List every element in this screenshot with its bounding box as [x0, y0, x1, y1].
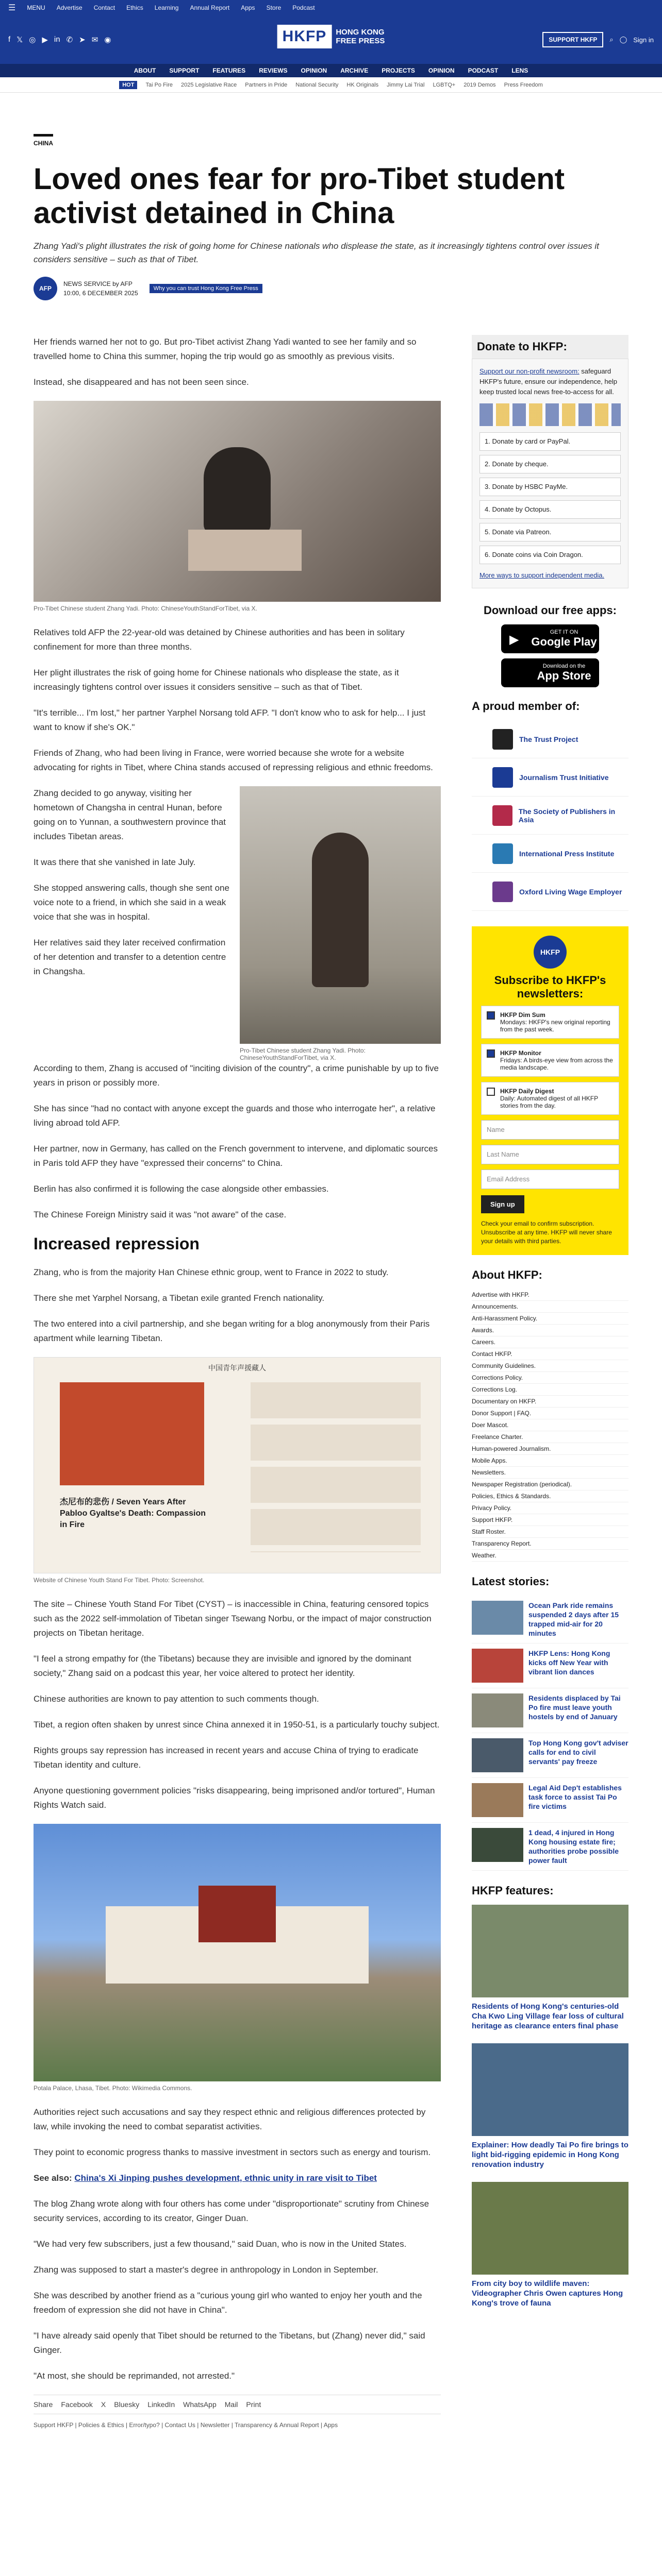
nav-archive[interactable]: ARCHIVE — [340, 67, 369, 74]
see-also-label: See also: — [34, 2173, 72, 2183]
paragraph: Zhang, who is from the majority Han Chinese ethnic group, went to France in 2022 to study. — [34, 1267, 389, 1277]
nav-opinion-2[interactable]: OPINION — [428, 67, 455, 74]
byline — [34, 277, 628, 300]
topbar-link-apps[interactable]: Apps — [241, 4, 255, 11]
image-caption: Potala Palace, Lhasa, Tibet. Photo: Wikimedia Commons. — [34, 2084, 192, 2092]
footer-tags[interactable]: Support HKFP | Policies & Ethics | Error/typo? | Contact Us | Newsletter | Transparency & Annual Report | Apps — [34, 2421, 338, 2429]
topic-link[interactable]: Press Freedom — [504, 81, 543, 88]
portrait-figure — [240, 786, 441, 1061]
share-bluesky[interactable]: Bluesky — [114, 2400, 140, 2409]
checkbox-checked[interactable] — [487, 1049, 495, 1058]
story-title: Residents displaced by Tai Po fire must leave youth hostels by end of January — [528, 1694, 621, 1721]
latest-story[interactable] — [472, 1733, 628, 1778]
logo-line-1: HONG KONG — [336, 28, 385, 37]
article-title: Loved ones fear for pro-Tibet student activist detained in China — [34, 162, 565, 230]
logo-mark: HKFP — [277, 25, 332, 48]
checkbox-checked[interactable] — [487, 1011, 495, 1020]
topic-link[interactable]: 2025 Legislative Race — [181, 81, 237, 88]
about-link[interactable]: Announcements. — [472, 1301, 628, 1313]
nav-about[interactable]: ABOUT — [134, 67, 156, 74]
newsletter-logo: HKFP — [534, 936, 567, 969]
first-name-field[interactable]: Name — [481, 1120, 619, 1140]
last-name-field[interactable]: Last Name — [481, 1145, 619, 1164]
paragraph: Anyone questioning government policies "risks disappearing, being imprisoned and/or tortured", Human Rights Watch said. — [34, 1786, 435, 1810]
header-actions — [542, 32, 654, 47]
paragraph: "At most, she should be reprimanded, not arrested." — [34, 2371, 235, 2381]
latest-story[interactable] — [472, 1823, 628, 1871]
about-link[interactable]: Newspaper Registration (periodical). — [472, 1479, 628, 1490]
paragraph: Tibet, a region often shaken by unrest since China annexed it in 1950-51, is a particularly touchy subject. — [34, 1720, 440, 1730]
rss-icon[interactable]: ◉ — [104, 36, 111, 44]
story-title: Ocean Park ride remains suspended 2 days after 15 trapped mid-air for 20 minutes — [528, 1601, 619, 1637]
donate-option[interactable]: 1. Donate by card or PayPal. — [479, 432, 621, 451]
features-title: HKFP features: — [472, 1884, 554, 1897]
screenshot-poster — [60, 1382, 204, 1485]
topic-link[interactable]: HK Originals — [346, 81, 379, 88]
story-thumbnail — [472, 1649, 523, 1683]
potala-palace-image — [34, 1824, 441, 2081]
member-logo-jti[interactable] — [472, 758, 628, 796]
newsletter-option-name: HKFP Dim Sum — [500, 1011, 545, 1019]
screenshot-site-title: 中国青年声援藏人 — [208, 1364, 266, 1372]
hamburger-menu-icon[interactable]: ☰ — [8, 4, 16, 12]
topic-link[interactable]: LGBTQ+ — [433, 81, 456, 88]
story-thumbnail — [472, 1693, 523, 1727]
about-link[interactable]: Privacy Policy. — [472, 1502, 628, 1514]
instagram-icon[interactable]: ◎ — [29, 36, 36, 44]
story-thumbnail — [472, 1828, 523, 1862]
section-heading: Increased repression — [34, 1234, 200, 1253]
about-link[interactable]: Freelance Charter. — [472, 1431, 628, 1443]
newsletter-option-desc: Daily: Automated digest of all HKFP stories from the day. — [500, 1095, 598, 1109]
donate-title: Donate to HKFP: — [477, 340, 567, 353]
hot-badge: HOT — [119, 81, 137, 89]
donate-option[interactable]: 3. Donate by HSBC PayMe. — [479, 478, 621, 496]
newsletter-option-dim-sum[interactable] — [481, 1006, 619, 1039]
donate-option[interactable]: 5. Donate via Patreon. — [479, 523, 621, 541]
portrait-text-column — [34, 786, 229, 1061]
topbar-link-contact[interactable]: Contact — [93, 4, 115, 11]
main-nav — [0, 64, 662, 77]
google-play-small: GET IT ON — [550, 629, 578, 635]
latest-story[interactable] — [472, 1688, 628, 1733]
paragraph: Relatives told AFP the 22-year-old was detained by Chinese authorities and has been in solitary confinement for more than three months. — [34, 628, 405, 652]
topic-link[interactable]: Tai Po Fire — [145, 81, 173, 88]
newsletter-note: Check your email to confirm subscription. Unsubscribe at any time. HKFP will never share your details with third parties. — [481, 1220, 612, 1245]
about-link[interactable]: Staff Roster. — [472, 1526, 628, 1538]
feature-image[interactable] — [472, 2043, 628, 2136]
story-title: 1 dead, 4 injured in Hong Kong housing estate fire; authorities probe possible power fault — [528, 1828, 619, 1865]
youtube-icon[interactable]: ▶ — [42, 36, 48, 44]
feature-image[interactable] — [472, 2182, 628, 2275]
about-link[interactable]: Awards. — [472, 1325, 628, 1336]
portrait-subject — [312, 833, 369, 987]
story-thumbnail — [472, 1783, 523, 1817]
byline-meta — [63, 279, 138, 298]
website-screenshot — [34, 1357, 441, 1573]
nav-reviews[interactable]: REVIEWS — [259, 67, 288, 74]
paragraph: She was described by another friend as a "curious young girl who wanted to enjoy her youth and the freedom of expression she did not have in China". — [34, 2291, 422, 2315]
feature-title[interactable]: From city boy to wildlife maven: Videographer Chris Owen captures Hong Kong's trove of fauna — [472, 2279, 623, 2308]
paragraph: "I feel a strong empathy for (the Tibetans) because they are invisible and ignored by the dominant society," Zhang said on a podcast this year, her voice altered to protect her identity. — [34, 1654, 411, 1678]
paragraph: The Chinese Foreign Ministry said it was "not aware" of the case. — [34, 1210, 287, 1219]
topics-bar — [0, 77, 662, 93]
topic-link[interactable]: Partners in Pride — [245, 81, 288, 88]
email-icon[interactable]: ✉ — [91, 36, 98, 44]
sidebar — [472, 335, 628, 2320]
share-linkedin[interactable]: LinkedIn — [147, 2400, 175, 2409]
about-link[interactable]: Contact HKFP. — [472, 1348, 628, 1360]
topic-link[interactable]: 2019 Demos — [464, 81, 496, 88]
member-logo-sopa[interactable] — [472, 796, 628, 835]
menu-label[interactable]: MENU — [27, 4, 45, 11]
member-section — [472, 700, 628, 911]
trust-project-icon — [492, 729, 513, 750]
newsletter-option-desc: Mondays: HKFP's new original reporting from the past week. — [500, 1019, 610, 1033]
newsletter-option-daily-digest[interactable] — [481, 1082, 619, 1115]
story-title: Top Hong Kong gov't adviser calls for end to civil servants' pay freeze — [528, 1739, 628, 1766]
donate-option[interactable]: 4. Donate by Octopus. — [479, 500, 621, 519]
share-facebook[interactable]: Facebook — [61, 2400, 93, 2409]
x-icon[interactable]: 𝕏 — [16, 36, 23, 44]
site-header — [0, 15, 662, 64]
member-name: The Trust Project — [519, 735, 578, 743]
paragraph: There she met Yarphel Norsang, a Tibetan exile granted French nationality. — [34, 1293, 325, 1303]
paragraph: She stopped answering calls, though she sent one voice note to a friend, in which she said in a weak voice that she was in hospital. — [34, 883, 229, 922]
about-link[interactable]: Documentary on HKFP. — [472, 1396, 628, 1408]
newsletter-option-name: HKFP Monitor — [500, 1049, 541, 1057]
feature-title[interactable]: Residents of Hong Kong's centuries-old Cha Kwo Ling Village fear loss of cultural heritage as clearance enters final phase — [472, 2002, 624, 2030]
app-store-badge[interactable] — [501, 658, 599, 687]
screenshot-heading: 杰尼布的悲伤 / Seven Years After Pabloo Gyaltse's Death: Compassion in Fire — [60, 1498, 206, 1529]
newsletter-option-text — [500, 1049, 614, 1071]
author-avatar: AFP — [34, 277, 57, 300]
member-logo-trust-project[interactable] — [472, 720, 628, 758]
app-store-small: Download on the — [542, 663, 586, 669]
text-with-portrait — [34, 786, 441, 1061]
share-x[interactable]: X — [101, 2400, 106, 2409]
trust-link[interactable]: Why you can trust Hong Kong Free Press — [150, 284, 262, 293]
article-body — [34, 335, 441, 2429]
facebook-icon[interactable]: f — [8, 35, 11, 44]
about-link[interactable]: Corrections Log. — [472, 1384, 628, 1396]
sopa-icon — [492, 805, 512, 826]
share-mail[interactable]: Mail — [224, 2400, 238, 2409]
feature-image[interactable] — [472, 1905, 628, 1997]
paragraph: Her relatives said they later received confirmation of her detention and transfer to a detention centre in Changsha. — [34, 938, 226, 976]
topbar-link-podcast[interactable]: Podcast — [292, 4, 315, 11]
latest-title: Latest stories: — [472, 1575, 550, 1588]
member-logo-living-wage[interactable] — [472, 873, 628, 911]
whatsapp-icon[interactable]: ✆ — [66, 36, 73, 44]
about-link[interactable]: Mobile Apps. — [472, 1455, 628, 1467]
story-thumbnail — [472, 1601, 523, 1635]
paragraph: She has since "had no contact with anyone except the guards and those who interrogate her", a relative living abroad told AFP. — [34, 1104, 436, 1128]
support-hkfp-button[interactable]: SUPPORT HKFP — [542, 32, 603, 47]
feature-title[interactable]: Explainer: How deadly Tai Po fire brings to light bid-rigging epidemic in Hong Kong renovation industry — [472, 2141, 628, 2169]
google-play-badge[interactable] — [501, 624, 599, 653]
topbar-link-annual-report[interactable]: Annual Report — [190, 4, 230, 11]
lead-photo-subject — [204, 447, 271, 535]
top-utility-bar — [0, 0, 662, 15]
paragraph: Berlin has also confirmed it is following the case alongside other embassies. — [34, 1184, 329, 1194]
sign-up-button[interactable]: Sign up — [481, 1195, 524, 1213]
paragraph: "It's terrible... I'm lost," her partner Yarphel Norsang told AFP. "I don't know who to ask for help... I just want to know if she's OK." — [34, 708, 426, 732]
about-link[interactable]: Human-powered Journalism. — [472, 1443, 628, 1455]
about-link[interactable]: Donor Support | FAQ. — [472, 1408, 628, 1419]
newsletter-option-name: HKFP Daily Digest — [500, 1088, 554, 1095]
linkedin-icon[interactable]: in — [54, 35, 60, 44]
paragraph: Instead, she disappeared and has not been seen since. — [34, 377, 249, 387]
screenshot-article-list — [251, 1382, 421, 1552]
about-link[interactable]: Support HKFP. — [472, 1514, 628, 1526]
share-bar — [34, 2395, 441, 2414]
social-icons — [8, 35, 111, 44]
topbar-link-ethics[interactable]: Ethics — [126, 4, 143, 11]
nav-projects[interactable]: PROJECTS — [382, 67, 415, 74]
publish-date: 10:00, 6 DECEMBER 2025 — [63, 290, 138, 297]
paragraph: Friends of Zhang, who had been living in France, were worried because she wrote for a website advocating for rights in Tibet, where China stands accused of repressing religious and ethnic freedoms. — [34, 748, 433, 772]
about-section — [472, 1268, 628, 1562]
donate-header — [472, 335, 628, 359]
paragraph: Her friends warned her not to go. But pro-Tibet activist Zhang Yadi wanted to see her family and so travelled home to China this summer, hoping the trip would go as smoothly as previous visits. — [34, 337, 417, 361]
google-play-icon: ▶ — [509, 633, 519, 647]
paragraph: Chinese authorities are known to pay attention to such comments though. — [34, 1694, 319, 1704]
latest-story[interactable] — [472, 1596, 628, 1643]
latest-story[interactable] — [472, 1778, 628, 1823]
email-field[interactable]: Email Address — [481, 1170, 619, 1189]
apps-title: Download our free apps: — [484, 604, 617, 617]
member-name: Journalism Trust Initiative — [519, 773, 609, 782]
nav-support[interactable]: SUPPORT — [169, 67, 200, 74]
newsletter-option-text — [500, 1088, 614, 1109]
see-also-link[interactable]: China's Xi Jinping pushes development, ethnic unity in rare visit to Tibet — [74, 2173, 377, 2183]
newsletter-option-desc: Fridays: A birds-eye view from across the media landscape. — [500, 1057, 613, 1071]
paragraph: The blog Zhang wrote along with four others has come under "disproportionate" scrutiny from Chinese security services, according to its creator, Ginger Duan. — [34, 2199, 429, 2223]
newsletter-option-monitor[interactable] — [481, 1044, 619, 1077]
features-section — [472, 1884, 628, 2308]
member-name: International Press Institute — [519, 849, 615, 858]
search-icon[interactable]: ⌕ — [609, 36, 614, 43]
donate-intro-link[interactable]: Support our non-profit newsroom: — [479, 367, 580, 375]
about-link[interactable]: Corrections Policy. — [472, 1372, 628, 1384]
payment-logos — [479, 403, 621, 426]
share-print[interactable]: Print — [246, 2400, 261, 2409]
story-thumbnail — [472, 1738, 523, 1772]
checkbox-unchecked[interactable] — [487, 1088, 495, 1096]
story-title: Legal Aid Dep't establishes task force to assist Tai Po fire victims — [528, 1784, 622, 1810]
see-also — [34, 2171, 441, 2185]
paragraph: "I have already said openly that Tibet should be returned to the Tibetans, but (Zhang) never did," said Ginger. — [34, 2331, 425, 2355]
topbar-link-store[interactable]: Store — [266, 4, 282, 11]
donate-option[interactable]: 2. Donate by cheque. — [479, 455, 621, 473]
ipi-icon — [492, 843, 513, 864]
nav-features[interactable]: FEATURES — [212, 67, 246, 74]
donate-option[interactable]: 6. Donate coins via Coin Dragon. — [479, 546, 621, 564]
nav-lens[interactable]: LENS — [511, 67, 528, 74]
newsletter-title: Subscribe to HKFP's newsletters: — [494, 974, 606, 1000]
image-caption: Pro-Tibet Chinese student Zhang Yadi. Photo: ChineseYouthStandForTibet, via X. — [34, 605, 257, 612]
paragraph: Rights groups say repression has increased in recent years and accuse China of trying to eradicate Tibetan identity and culture. — [34, 1745, 419, 1770]
about-link[interactable]: Careers. — [472, 1336, 628, 1348]
newsletter-box — [472, 926, 628, 1255]
share-label: Share — [34, 2400, 53, 2409]
telegram-icon[interactable]: ➤ — [79, 36, 86, 44]
about-title: About HKFP: — [472, 1268, 542, 1281]
logo-text — [336, 28, 385, 45]
about-link[interactable]: Community Guidelines. — [472, 1360, 628, 1372]
nav-opinion[interactable]: OPINION — [301, 67, 327, 74]
about-link[interactable]: Weather. — [472, 1550, 628, 1562]
user-icon[interactable]: ◯ — [619, 36, 627, 43]
image-caption: Pro-Tibet Chinese student Zhang Yadi. Photo: ChineseYouthStandForTibet, via X. — [240, 1047, 366, 1061]
sign-in-link[interactable]: Sign in — [633, 36, 654, 44]
donate-more-link[interactable]: More ways to support independent media. — [479, 571, 605, 579]
article-dek: Zhang Yadi's plight illustrates the risk of going home for Chinese nationals who displease the state, as it increasingly tightens control over issues it considers sensitive – such as that of Tibet. — [34, 241, 599, 264]
paragraph: "We had very few subscribers, just a few thousand," said Duan, who is now in the United States. — [34, 2239, 407, 2249]
story-title: HKFP Lens: Hong Kong kicks off New Year with vibrant lion dances — [528, 1649, 610, 1676]
google-play-label: Google Play — [531, 635, 597, 648]
author-name[interactable]: NEWS SERVICE by AFP — [63, 280, 133, 287]
jti-icon — [492, 767, 513, 788]
app-store-label: App Store — [537, 669, 591, 682]
paragraph: It was there that she vanished in late July. — [34, 857, 196, 867]
share-whatsapp[interactable]: WhatsApp — [183, 2400, 217, 2409]
member-name: Oxford Living Wage Employer — [519, 887, 622, 896]
topic-link[interactable]: Jimmy Lai Trial — [387, 81, 425, 88]
donate-intro-text: safeguard HKFP's future, ensure our independence, help keep trusted local news free-to-access for all. — [479, 367, 617, 396]
article-wrapper — [34, 134, 628, 2429]
about-link[interactable]: Doer Mascot. — [472, 1419, 628, 1431]
paragraph: According to them, Zhang is accused of "inciting division of the country", a crime punishable by up to five years in prison or possibly more. — [34, 1063, 439, 1088]
paragraph: The two entered into a civil partnership, and she began writing for a blog anonymously from their Paris apartment while learning Tibetan. — [34, 1319, 430, 1343]
paragraph: Zhang decided to go anyway, visiting her hometown of Changsha in central Hunan, before going on to Yunnan, a southwestern province that includes Tibetan areas. — [34, 788, 226, 841]
portrait-image — [240, 786, 441, 1044]
about-list — [472, 1289, 628, 1562]
member-name: The Society of Publishers in Asia — [518, 807, 616, 824]
paragraph: Zhang was supposed to start a master's degree in anthropology in London in September. — [34, 2265, 378, 2275]
hkfp-logo[interactable] — [277, 25, 385, 48]
topic-link[interactable]: National Security — [295, 81, 339, 88]
member-logo-ipi[interactable] — [472, 835, 628, 873]
topbar-link-learning[interactable]: Learning — [154, 4, 179, 11]
logo-line-2: FREE PRESS — [336, 37, 385, 45]
donate-box — [472, 359, 628, 588]
paragraph: Her plight illustrates the risk of going home for Chinese nationals who displease the state, as it increasingly tightens control over issues it considers sensitive – such as that of Tibet. — [34, 668, 399, 692]
apps-section — [472, 604, 628, 687]
newsletter-option-text — [500, 1011, 614, 1033]
lead-image — [34, 401, 441, 602]
about-link[interactable]: Anti-Harassment Policy. — [472, 1313, 628, 1325]
nav-podcast[interactable]: PODCAST — [468, 67, 499, 74]
living-wage-icon — [492, 882, 513, 902]
about-link[interactable]: Advertise with HKFP. — [472, 1289, 628, 1301]
about-link[interactable]: Transparency Report. — [472, 1538, 628, 1550]
paragraph: They point to economic progress thanks to massive investment in sectors such as energy and tourism. — [34, 2147, 431, 2157]
paragraph: Her partner, now in Germany, has called on the French government to intervene, and diplomatic sources in Paris told AFP they have "expressed their concerns" to China. — [34, 1144, 438, 1168]
latest-story[interactable] — [472, 1643, 628, 1688]
topbar-link-advertise[interactable]: Advertise — [56, 4, 82, 11]
about-link[interactable]: Newsletters. — [472, 1467, 628, 1479]
member-title: A proud member of: — [472, 700, 580, 713]
latest-section — [472, 1575, 628, 1871]
lead-photo-laptop — [188, 530, 302, 571]
paragraph: Authorities reject such accusations and say they respect ethnic and religious differences protected by law, while invoking the need to combat separatist activities. — [34, 2107, 426, 2131]
paragraph: The site – Chinese Youth Stand For Tibet (CYST) – is inaccessible in China, featuring censored topics such as the 2022 self-immolation of Tibetan singer Tsewang Norbu, or the impact of major construction projects on Tibetan heritage. — [34, 1599, 432, 1638]
image-caption: Website of Chinese Youth Stand For Tibet. Photo: Screenshot. — [34, 1577, 205, 1584]
palace-red-section — [198, 1886, 276, 1942]
category-label[interactable]: CHINA — [34, 134, 53, 147]
about-link[interactable]: Policies, Ethics & Standards. — [472, 1490, 628, 1502]
